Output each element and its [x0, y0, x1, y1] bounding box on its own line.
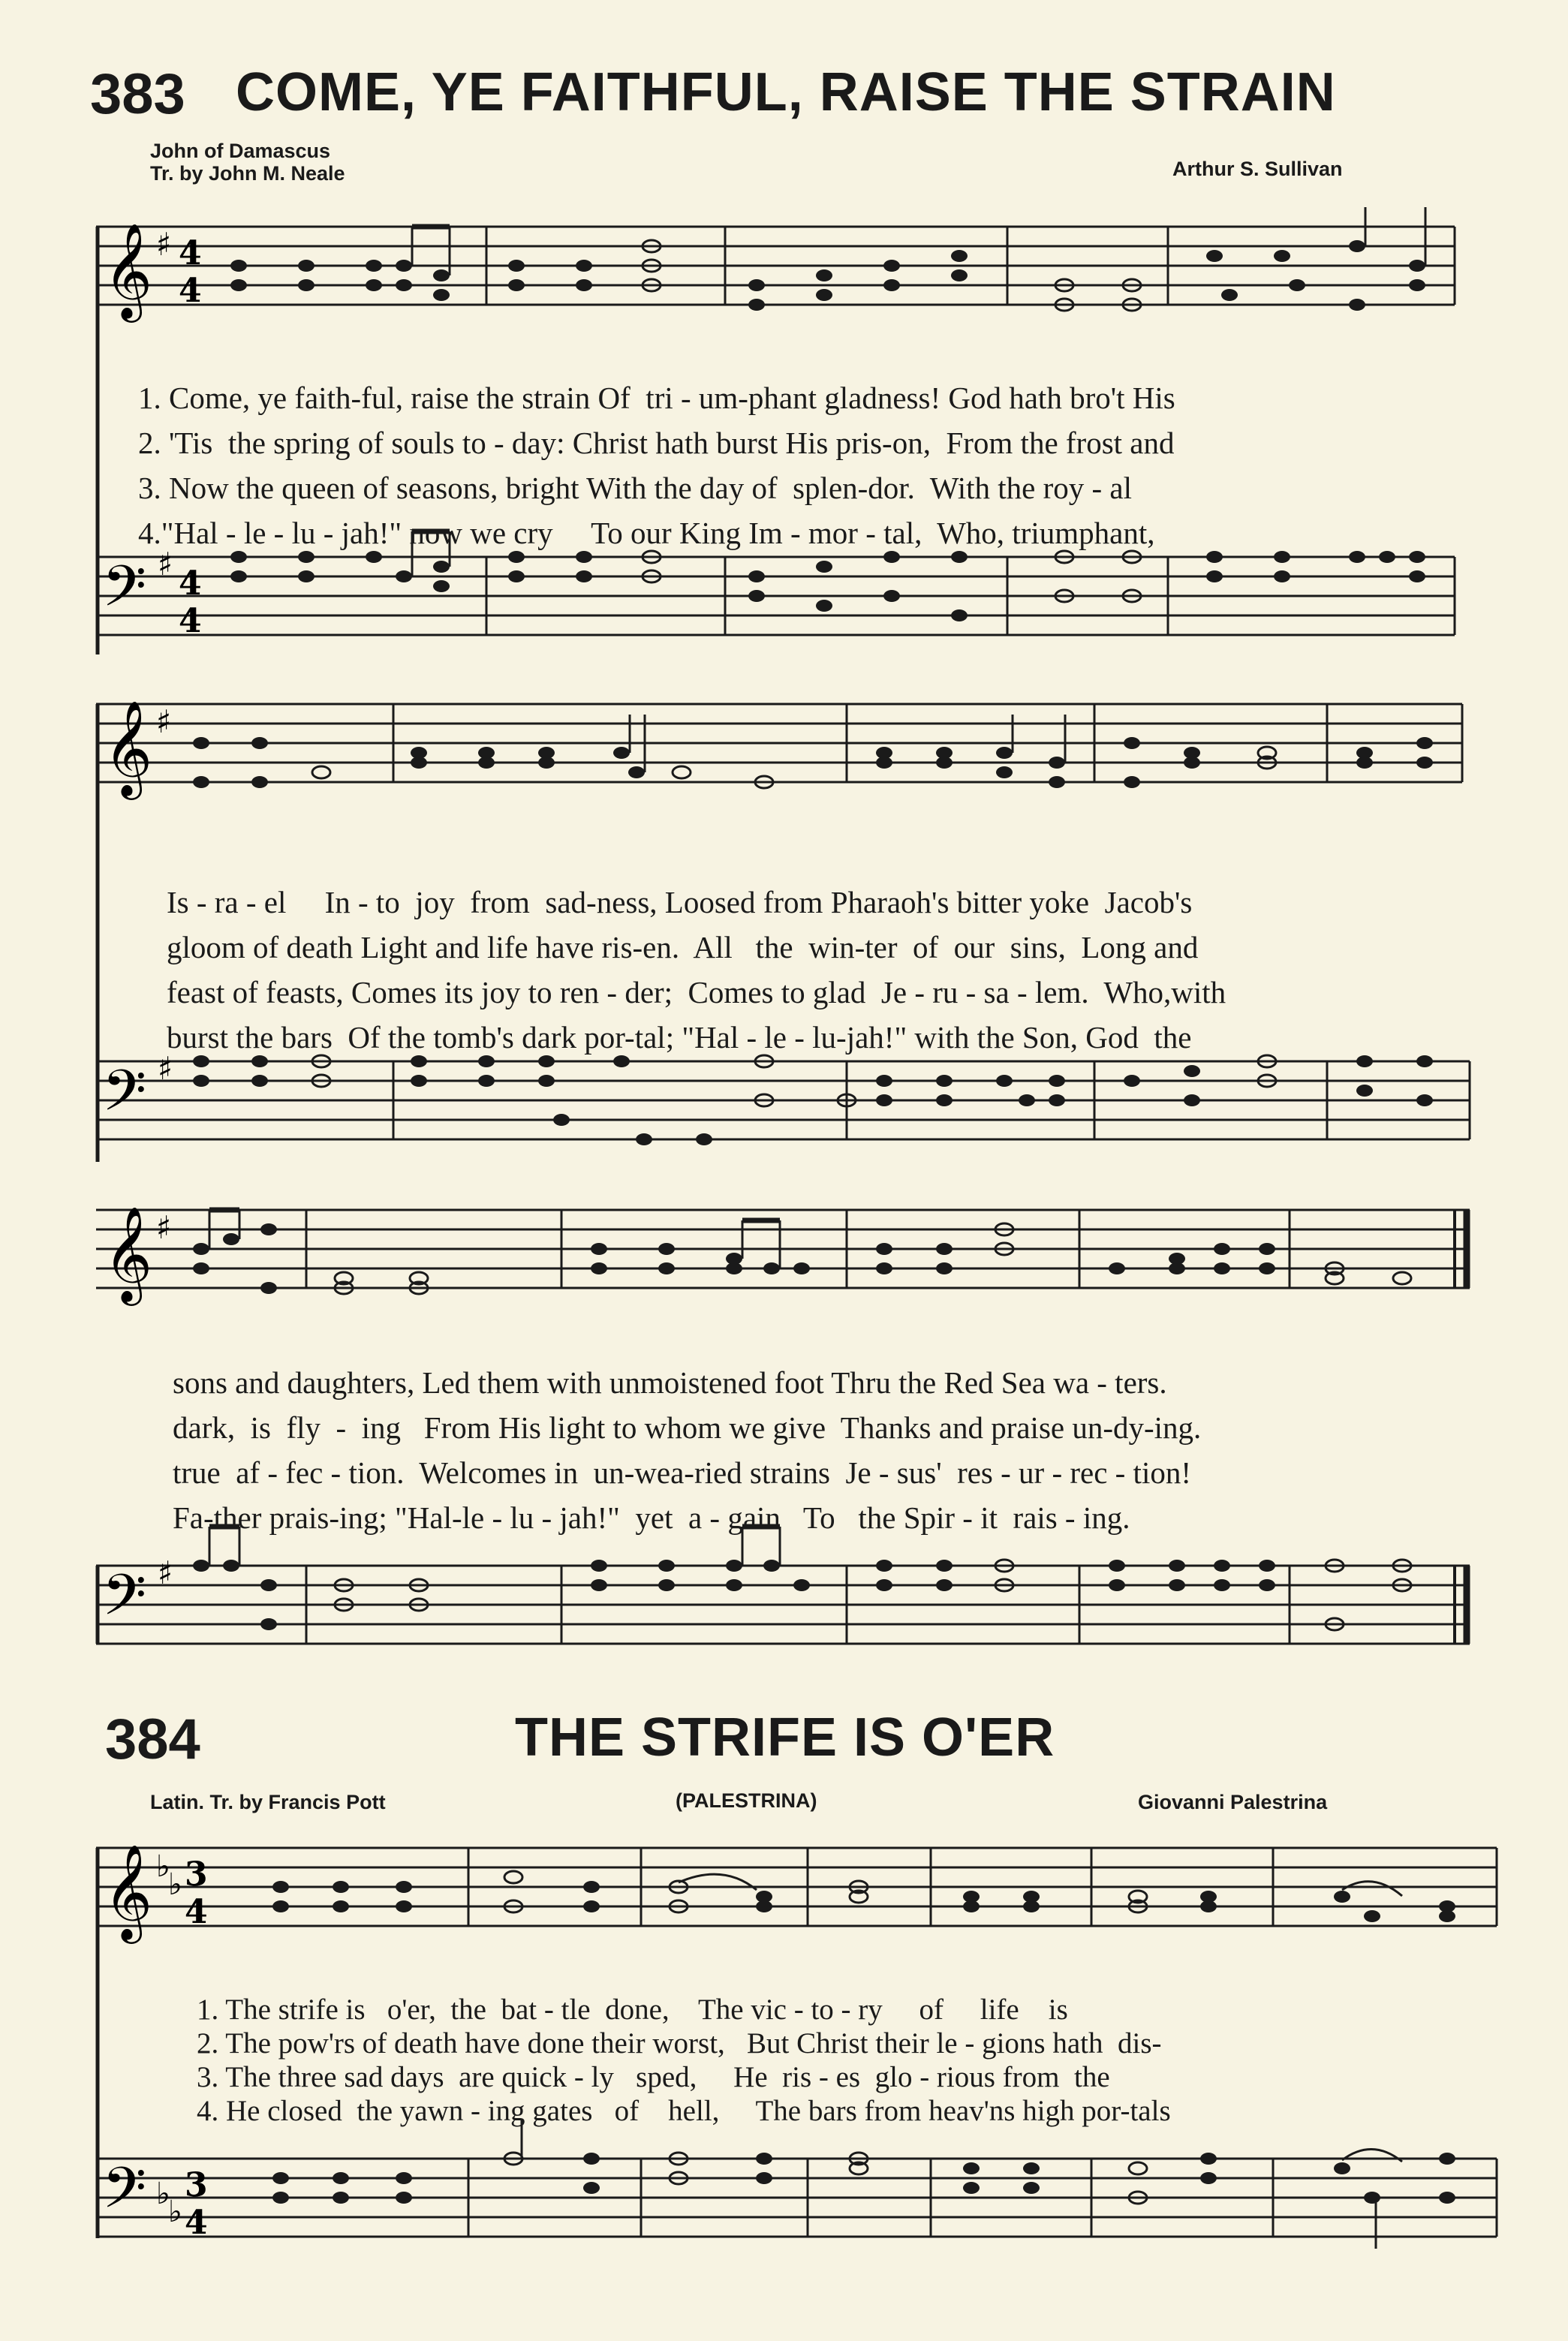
svg-text:4: 4 [179, 602, 202, 640]
hymn-number: 383 [90, 62, 185, 126]
lyric-line: true af - fec - tion. Welcomes in un-wea-ried strains Je - sus' res - ur - rec - tion! [173, 1455, 1191, 1490]
svg-text:4: 4 [179, 234, 202, 272]
translator-credit: Tr. by John M. Neale [150, 162, 345, 185]
bass-staff [96, 542, 1485, 662]
lyric-line: 4. He closed the yawn - ing gates of hell, The bars from heav'ns high por-tals [197, 2095, 1171, 2127]
svg-text:4: 4 [179, 272, 202, 310]
lyric-line: gloom of death Light and life have ris-en. All the win-ter of our sins, Long and [167, 930, 1199, 964]
treble-staff [96, 1195, 1485, 1315]
svg-text:♯: ♯ [156, 226, 172, 263]
composer-credit: Giovanni Palestrina [1138, 1791, 1328, 1813]
lyric-line: Fa-ther prais-ing; "Hal-le - lu - jah!" yet a - gain To the Spir - it rais - ing. [173, 1500, 1130, 1535]
svg-text:♯: ♯ [156, 1209, 172, 1246]
text-credit: Latin. Tr. by Francis Pott [150, 1791, 386, 1813]
lyric-line: 3. The three sad days are quick - ly sped, He ris - es glo - rious from the [197, 2061, 1110, 2093]
svg-text:♯: ♯ [158, 1050, 173, 1087]
treble-staff [96, 689, 1485, 809]
lyric-line: dark, is fly - ing From His light to whom we give Thanks and praise un-dy-ing. [173, 1410, 1202, 1445]
svg-text:𝄢: 𝄢 [102, 2155, 147, 2235]
svg-text:4: 4 [185, 2204, 208, 2242]
svg-text:𝄞: 𝄞 [104, 1843, 153, 1939]
lyric-line: 1. The strife is o'er, the bat - tle done, The vic - to - ry of life is [197, 1993, 1068, 2026]
svg-text:♭: ♭ [168, 2195, 182, 2229]
lyric-line: 2. 'Tis the spring of souls to - day: Christ hath burst His pris-on, From the frost and [138, 426, 1175, 460]
svg-text:♯: ♯ [158, 1554, 173, 1591]
lyric-line: burst the bars Of the tomb's dark por-tal; "Hal - le - lu-jah!" with the Son, God the [167, 1020, 1192, 1055]
svg-text:♭: ♭ [168, 1867, 182, 1902]
svg-text:𝄞: 𝄞 [104, 222, 153, 318]
lyric-line: 3. Now the queen of seasons, bright With the day of splen-dor. With the roy - al [138, 471, 1133, 505]
lyric-line: feast of feasts, Comes its joy to ren - der; Comes to glad Je - ru - sa - lem. Who,with [167, 975, 1226, 1010]
treble-staff [96, 212, 1485, 332]
svg-text:♭: ♭ [156, 1849, 170, 1884]
lyric-line: Is - ra - el In - to joy from sad-ness, Loosed from Pharaoh's bitter yoke Jacob's [167, 885, 1193, 919]
text-credit: John of Damascus [150, 140, 331, 162]
svg-text:3: 3 [185, 1855, 208, 1894]
hymn-title: THE STRIFE IS O'ER [515, 1708, 1055, 1768]
svg-text:4: 4 [185, 1893, 208, 1931]
svg-text:𝄢: 𝄢 [102, 1562, 147, 1642]
hymn-title: COME, YE FAITHFUL, RAISE THE STRAIN [236, 62, 1336, 122]
svg-text:𝄢: 𝄢 [102, 1058, 147, 1138]
treble-staff [96, 1833, 1507, 1953]
svg-text:3: 3 [185, 2166, 208, 2204]
lyrics-verses-system3 [173, 1315, 1201, 1585]
svg-text:𝄞: 𝄞 [104, 1205, 153, 1301]
bass-staff [96, 1551, 1485, 1671]
svg-text:4: 4 [179, 564, 202, 603]
composer-credit: Arthur S. Sullivan [1172, 158, 1343, 180]
lyric-line: 2. The pow'rs of death have done their worst, But Christ their le - gions hath dis- [197, 2027, 1162, 2060]
bass-staff [96, 2144, 1507, 2294]
lyric-line: 1. Come, ye faith-ful, raise the strain Of tri - um-phant gladness! God hath bro't His [138, 381, 1175, 415]
hymn-number: 384 [105, 1708, 200, 1771]
bass-staff [96, 1046, 1485, 1166]
lyric-line: 4."Hal - le - lu - jah!" now we cry To our King Im - mor - tal, Who, triumphant, [138, 516, 1155, 550]
lyrics-verses-384 [197, 1959, 1171, 2162]
lyric-line: sons and daughters, Led them with unmoistened foot Thru the Red Sea wa - ters. [173, 1365, 1167, 1400]
svg-text:♭: ♭ [156, 2177, 170, 2211]
svg-text:𝄢: 𝄢 [102, 553, 147, 633]
svg-text:♯: ♯ [158, 546, 173, 582]
svg-text:𝄞: 𝄞 [104, 700, 153, 796]
svg-text:♯: ♯ [156, 703, 172, 740]
tune-name: (PALESTRINA) [676, 1789, 817, 1812]
